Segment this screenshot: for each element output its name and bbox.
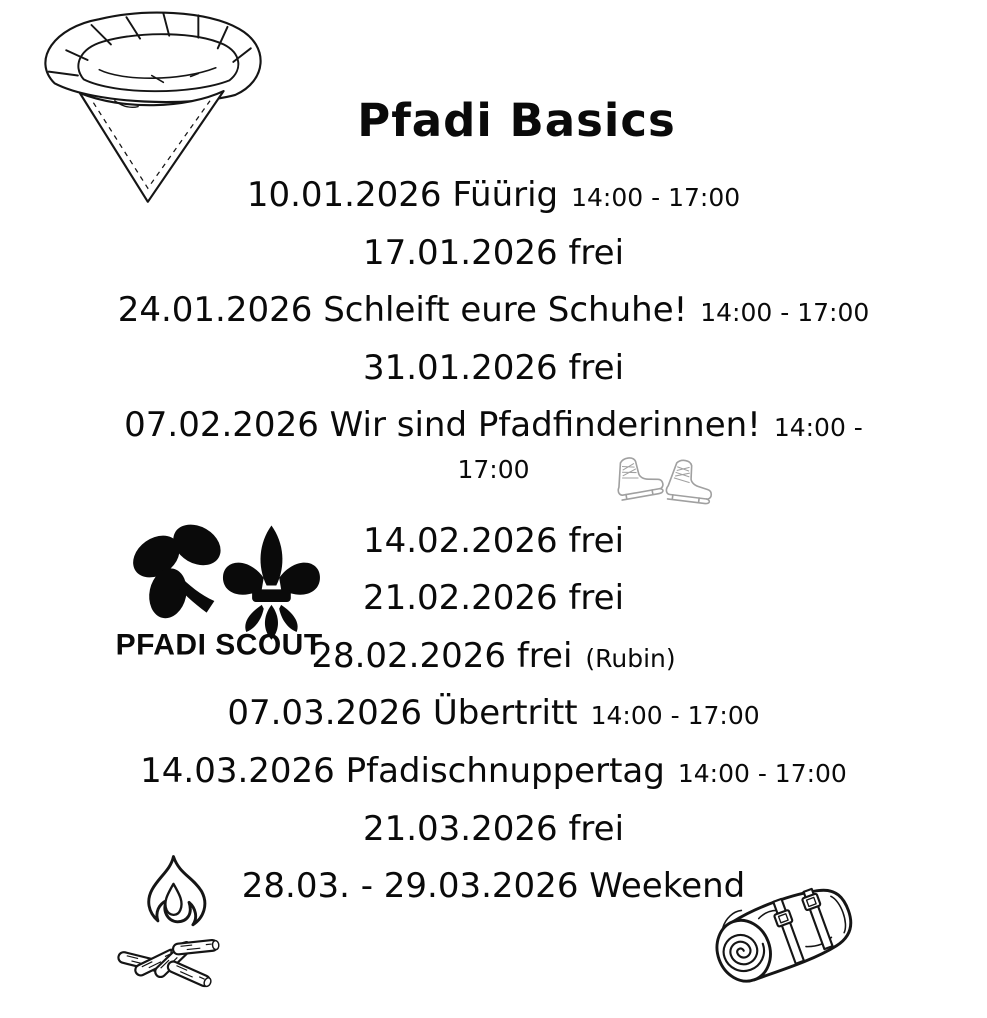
schedule-text-main: 21.03.2026 frei <box>362 808 625 849</box>
schedule-text-main: 14.02.2026 frei <box>362 520 625 561</box>
schedule-text-time: (Rubin) <box>585 643 676 673</box>
schedule-line <box>0 570 987 628</box>
schedule-line <box>0 513 987 571</box>
logo-text: PFADI SCOUT <box>115 628 323 662</box>
schedule-line <box>0 167 987 225</box>
schedule-text-main: 28.02.2026 frei <box>311 635 573 676</box>
schedule-line <box>0 282 987 340</box>
schedule-text-time: 14:00 - 17:00 <box>677 758 847 788</box>
schedule-line <box>0 225 987 283</box>
schedule-line <box>0 685 987 743</box>
schedule-text-main: 31.01.2026 frei <box>362 347 625 388</box>
schedule-text-main: 24.01.2026 Schleift eure Schuhe! <box>117 290 688 331</box>
schedule-line <box>0 628 987 686</box>
schedule-line <box>0 455 987 513</box>
schedule-text-main: 17.01.2026 frei <box>362 232 625 273</box>
schedule <box>0 167 987 916</box>
schedule-text-main: 14.03.2026 Pfadischnuppertag <box>140 750 665 791</box>
page-title: Pfadi Basics <box>357 94 676 147</box>
logs-icon <box>117 939 219 988</box>
schedule-line <box>0 340 987 398</box>
schedule-text-time: 17:00 <box>457 454 530 484</box>
schedule-text-main: 07.02.2026 Wir sind Pfadfinderinnen! <box>124 405 761 446</box>
schedule-text-time: 14:00 - 17:00 <box>571 183 741 212</box>
schedule-text-main: 28.03. - 29.03.2026 Weekend <box>241 866 746 907</box>
schedule-text-main: 07.03.2026 Übertritt <box>227 693 578 734</box>
schedule-text-time: 14:00 - <box>773 413 863 443</box>
schedule-line <box>0 397 987 455</box>
schedule-text-main: 10.01.2026 Füürig <box>246 175 559 215</box>
schedule-line <box>0 801 987 859</box>
schedule-text-time: 14:00 - 17:00 <box>590 701 760 731</box>
schedule-line <box>0 858 987 916</box>
schedule-text-main: 21.02.2026 frei <box>362 578 625 619</box>
schedule-text-time: 14:00 - 17:00 <box>700 298 870 328</box>
schedule-line <box>0 743 987 801</box>
